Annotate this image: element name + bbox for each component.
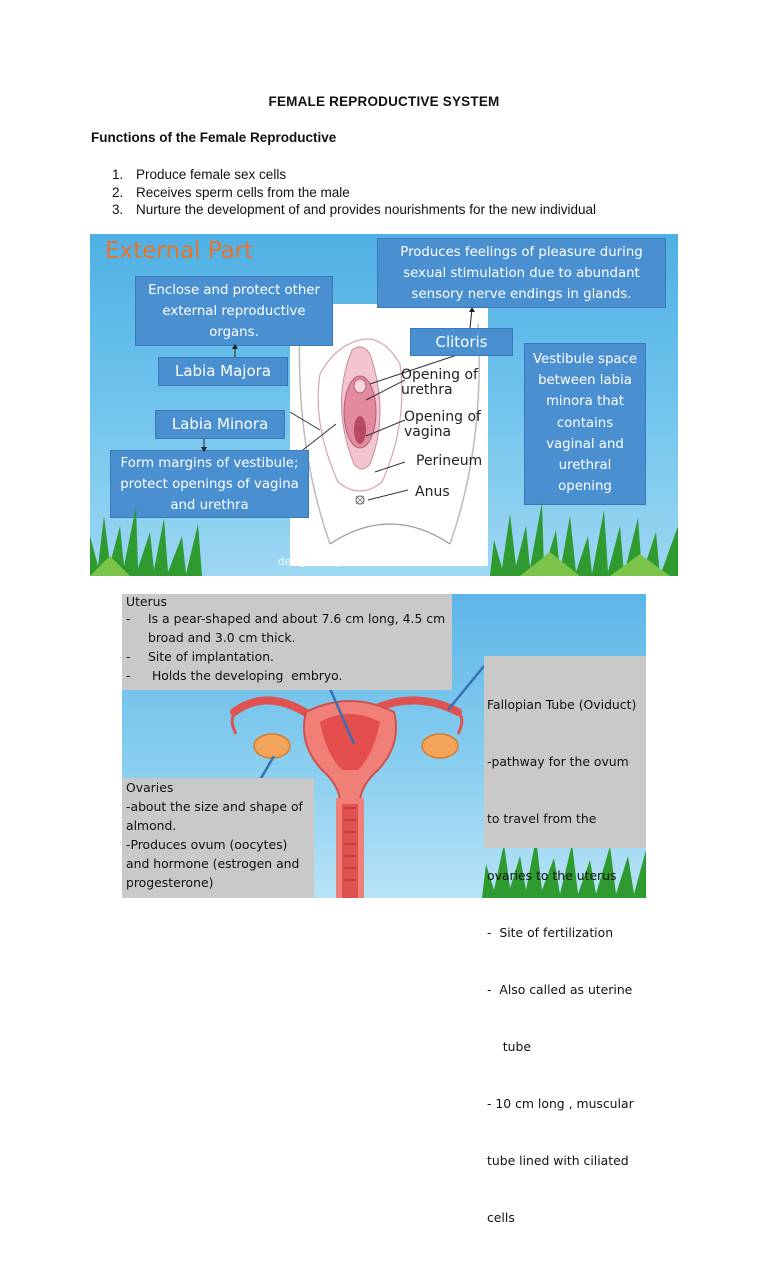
uterus-point [126,647,452,666]
list-text: Nurture the development of and provides nourishments for the new individual [136,202,597,217]
callout-line: and urethra [170,498,249,513]
ovaries-box [122,778,314,898]
list-text: Produce female sex cells [136,167,287,182]
document-title: FEMALE REPRODUCTIVE SYSTEM [268,94,500,109]
point-line: broad and 3.0 cm thick. [148,630,296,645]
callout-line: vaginal and [546,436,624,452]
fallopian-line: - Site of fertilization [487,925,614,940]
labia-majora-label-box: Labia Majora [158,357,288,386]
fallopian-line: to travel from the [487,811,597,826]
term-line: urethra [401,382,453,398]
ovaries-line: and hormone (estrogen and [126,856,300,871]
fallopian-tube-box [484,656,646,1225]
term-perineum: Perineum [416,453,483,469]
clitoris-label-box: Clitoris [410,328,513,356]
labia-minora-label-box: Labia Minora [155,410,285,439]
callout-line: Form margins of vestibule; [120,456,299,471]
external-part-heading: External Part [105,238,254,264]
list-item [112,201,596,219]
callout-line: Vestibule space [532,352,638,367]
callout-line: Enclose and protect other [148,283,320,298]
term-anus: Anus [415,484,450,500]
callout-line: urethral [558,458,612,474]
callout-line: opening [558,479,612,495]
internal-organs-figure [122,594,646,1225]
point-line: Is a pear-shaped and about 7.6 cm long, 4.5 cm [148,611,446,626]
list-item [112,184,596,202]
ovaries-line: almond. [126,818,177,833]
list-item [112,166,596,184]
uterus-point [126,666,452,685]
fallopian-line: - Also called as uterine [487,982,633,997]
term-line: Opening of [404,409,481,425]
callout-line: minora that [545,394,625,410]
callout-line: Produces feelings of pleasure during [400,245,643,260]
callout-line: sexual stimulation due to abundant [403,266,640,281]
callout-line: external reproductive [162,304,306,319]
fallopian-line: cells [487,1210,515,1225]
point-line: Site of implantation. [148,649,274,664]
callout-line: organs. [209,325,259,340]
uterus-point [126,609,452,647]
fallopian-line: -pathway for the ovum [487,754,629,769]
image-credit: designed by ❀ freepik.com [278,556,420,568]
callout-line: contains [556,415,614,431]
list-number: 3. [112,202,124,217]
callout-line: between labia [538,373,632,389]
fallopian-line: - 10 cm long , muscular [487,1096,634,1111]
uterus-box [122,594,452,690]
ovaries-line: Ovaries [126,780,174,795]
section-heading: Functions of the Female Reproductive [91,130,337,145]
list-text: Receives sperm cells from the male [136,184,350,200]
fallopian-line: tube lined with ciliated [487,1153,629,1168]
uterus-title: Uterus [126,594,167,609]
term-line: vagina [404,424,452,440]
term-line: Opening of [401,367,478,383]
fallopian-line: ovaries to the uterus [487,868,617,883]
functions-list [112,166,596,219]
ovaries-line: -about the size and shape of [126,799,303,814]
external-part-figure [90,234,678,576]
callout-line: sensory nerve endings in glands. [411,287,632,302]
fallopian-line: Fallopian Tube (Oviduct) [487,697,637,712]
callout-line: protect openings of vagina [120,477,299,492]
bullet: - [126,668,131,683]
bullet: - [126,649,131,664]
list-number: 1. [112,167,124,182]
fallopian-line: tube [487,1039,531,1054]
ovaries-line: progesterone) [126,875,214,890]
bullet: - [126,611,131,626]
ovaries-line: -Produces ovum (oocytes) [126,837,288,852]
list-number: 2. [112,184,124,200]
point-line: Holds the developing embryo. [148,668,343,683]
